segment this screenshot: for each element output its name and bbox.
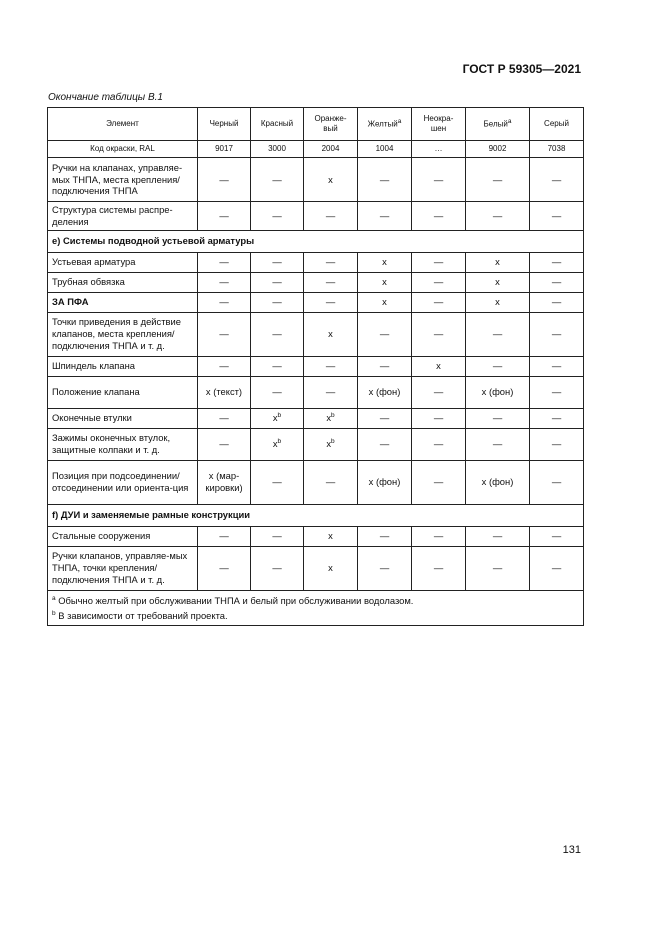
cell-text: — — [379, 209, 390, 221]
cell-text: — — [433, 296, 444, 308]
footnote-marker: b — [277, 438, 282, 446]
cell-text: — — [492, 209, 503, 221]
cell-text: х — [495, 296, 500, 308]
cell-text: — — [219, 562, 229, 574]
cell-text: х (мар-кировки) — [205, 470, 243, 493]
element-name — [48, 312, 198, 356]
cell-text: — — [433, 438, 444, 450]
color-cell — [412, 546, 466, 590]
color-cell — [358, 252, 412, 272]
cell-text: х (фон) — [368, 476, 401, 488]
cell-text: — — [272, 328, 282, 340]
color-cell — [466, 202, 530, 231]
cell-text: — — [379, 438, 390, 450]
color-cell — [358, 202, 412, 231]
element-name — [48, 428, 198, 460]
column-header — [466, 108, 530, 141]
element-name — [48, 546, 198, 590]
color-cell — [358, 356, 412, 376]
color-cell — [251, 460, 304, 504]
table-row — [48, 546, 584, 590]
cell-text: — — [492, 360, 503, 372]
color-cell — [251, 292, 304, 312]
cell-text: — — [492, 173, 503, 185]
cell-text: Оконечные втулки — [52, 412, 132, 424]
column-header — [530, 108, 584, 141]
cell-text: — — [551, 256, 562, 268]
cell-text: — — [379, 328, 390, 340]
footnote — [52, 593, 579, 608]
color-cell — [304, 252, 358, 272]
column-header-label: Серый — [544, 119, 569, 128]
color-cell — [251, 428, 304, 460]
cell-text: х — [272, 438, 278, 450]
cell-text: — — [433, 386, 444, 398]
column-header-label: Черный — [209, 119, 239, 128]
color-cell — [530, 428, 584, 460]
cell-text: — — [492, 438, 503, 450]
color-cell — [198, 292, 251, 312]
cell-text: — — [551, 476, 562, 488]
color-cell — [530, 312, 584, 356]
color-cell — [358, 408, 412, 428]
element-name — [48, 408, 198, 428]
color-cell — [358, 292, 412, 312]
ral-code-value: 7038 — [530, 141, 584, 158]
footnote-marker: a — [507, 118, 512, 126]
cell-text: — — [551, 173, 562, 185]
cell-text: х (фон) — [481, 476, 514, 488]
cell-text: — — [272, 173, 282, 185]
cell-text: х — [328, 562, 333, 574]
color-cell — [251, 202, 304, 231]
color-cell — [466, 252, 530, 272]
footnote-marker: b — [331, 438, 335, 446]
cell-text: — — [219, 256, 229, 268]
column-header — [358, 108, 412, 141]
color-cell — [466, 158, 530, 202]
color-cell — [251, 272, 304, 292]
color-cell — [304, 526, 358, 546]
column-header-label: Красный — [260, 119, 294, 128]
cell-text: — — [433, 530, 444, 542]
header-row — [48, 108, 584, 141]
color-cell — [466, 312, 530, 356]
cell-text: х — [495, 256, 500, 268]
table-row — [48, 526, 584, 546]
color-cell — [412, 312, 466, 356]
color-cell — [530, 526, 584, 546]
column-header-label: Элемент — [106, 119, 139, 128]
color-cell — [304, 408, 358, 428]
standard-code: ГОСТ Р 59305—2021 — [462, 62, 581, 76]
cell-text: — — [272, 296, 282, 308]
color-cell — [466, 292, 530, 312]
cell-text: — — [379, 530, 390, 542]
ral-code-value: 2004 — [304, 141, 358, 158]
cell-text: — — [551, 276, 562, 288]
color-cell — [358, 428, 412, 460]
cell-text: — — [272, 360, 282, 372]
color-cell — [530, 546, 584, 590]
ral-code-label: Код окраски, RAL — [48, 141, 198, 158]
ral-code-value: … — [412, 141, 466, 158]
notes-row — [48, 590, 584, 625]
cell-text: — — [272, 256, 282, 268]
color-cell — [198, 376, 251, 408]
cell-text: — — [551, 386, 562, 398]
color-cell — [466, 526, 530, 546]
cell-text: — — [551, 412, 562, 424]
cell-text: Позиция при подсоединении/ отсоединении или ориента-ция — [52, 470, 189, 493]
cell-text: — — [551, 360, 562, 372]
color-cell — [358, 158, 412, 202]
footnote — [52, 608, 579, 623]
color-cell — [530, 158, 584, 202]
column-header — [198, 108, 251, 141]
color-cell — [198, 546, 251, 590]
table-row — [48, 312, 584, 356]
color-cell — [412, 356, 466, 376]
color-cell — [304, 460, 358, 504]
color-cell — [304, 272, 358, 292]
cell-text: ЗА ПФА — [52, 296, 89, 308]
cell-text: — — [551, 530, 562, 542]
table-row — [48, 460, 584, 504]
color-cell — [412, 202, 466, 231]
cell-text: — — [272, 530, 282, 542]
notes-cell — [48, 590, 584, 625]
table-row — [48, 252, 584, 272]
cell-text: — — [433, 173, 444, 185]
cell-text: — — [492, 412, 503, 424]
table-row — [48, 158, 584, 202]
cell-text: — — [492, 530, 503, 542]
element-name — [48, 252, 198, 272]
cell-text: х — [328, 328, 333, 340]
color-cell — [251, 546, 304, 590]
cell-text: — — [551, 562, 562, 574]
table-row — [48, 202, 584, 231]
color-cell — [251, 408, 304, 428]
cell-text: — — [433, 209, 444, 221]
cell-text: х — [382, 296, 387, 308]
color-cell — [530, 252, 584, 272]
color-cell — [198, 356, 251, 376]
cell-text: х — [328, 530, 333, 542]
cell-text: х — [382, 276, 387, 288]
cell-text: х — [495, 276, 500, 288]
section-heading: е) Системы подводной устьевой арматуры — [48, 230, 584, 252]
cell-text: — — [272, 562, 282, 574]
cell-text: — — [325, 276, 336, 288]
section-row — [48, 230, 584, 252]
cell-text: — — [219, 296, 229, 308]
color-cell — [198, 272, 251, 292]
cell-text: — — [551, 328, 562, 340]
cell-text: х — [326, 438, 332, 450]
color-cell — [251, 158, 304, 202]
color-cell — [198, 158, 251, 202]
column-header-label: Неокра-шен — [423, 114, 454, 133]
color-cell — [304, 356, 358, 376]
footnote-marker: b — [52, 609, 56, 617]
column-header-label: Белый — [483, 119, 508, 129]
color-cell — [530, 356, 584, 376]
color-cell — [198, 312, 251, 356]
cell-text: Положение клапана — [52, 386, 140, 398]
cell-text: — — [433, 476, 444, 488]
cell-text: — — [272, 476, 282, 488]
cell-text: х — [326, 412, 332, 424]
color-cell — [251, 252, 304, 272]
element-name — [48, 526, 198, 546]
color-cell — [304, 546, 358, 590]
footnote-marker: a — [397, 118, 402, 126]
color-cell — [466, 428, 530, 460]
color-cell — [304, 292, 358, 312]
cell-text: — — [325, 386, 336, 398]
color-cell — [466, 356, 530, 376]
column-header — [251, 108, 304, 141]
cell-text: Устьевая арматура — [52, 256, 136, 268]
color-cell — [358, 312, 412, 356]
color-cell — [304, 312, 358, 356]
cell-text: — — [379, 562, 390, 574]
color-cell — [198, 428, 251, 460]
color-cell — [412, 252, 466, 272]
cell-text: Стальные сооружения — [52, 530, 151, 542]
element-name — [48, 158, 198, 202]
cell-text: х (фон) — [481, 386, 514, 398]
cell-text: — — [551, 296, 562, 308]
color-cell — [251, 526, 304, 546]
color-cell — [466, 546, 530, 590]
color-cell — [358, 376, 412, 408]
color-cell — [412, 526, 466, 546]
color-cell — [251, 312, 304, 356]
cell-text: х (текст) — [205, 386, 243, 398]
element-name — [48, 202, 198, 231]
color-cell — [198, 252, 251, 272]
cell-text: — — [272, 386, 282, 398]
color-cell — [251, 376, 304, 408]
cell-text: — — [219, 209, 229, 221]
cell-text: Ручки клапанов, управляе-мых ТНПА, точки крепления/ подключения ТНПА и т. д. — [52, 550, 188, 585]
cell-text: — — [325, 296, 336, 308]
color-cell — [358, 526, 412, 546]
cell-text: — — [433, 328, 444, 340]
footnote-text: В зависимости от требований проекта. — [58, 609, 228, 621]
color-cell — [412, 292, 466, 312]
color-cell — [412, 272, 466, 292]
cell-text: — — [492, 562, 503, 574]
cell-text: х — [436, 360, 441, 372]
cell-text: — — [379, 412, 390, 424]
table-caption: Окончание таблицы В.1 — [48, 92, 163, 103]
color-cell — [198, 526, 251, 546]
color-cell — [412, 376, 466, 408]
column-header-label: Желтый — [367, 119, 398, 129]
color-cell — [466, 460, 530, 504]
cell-text: — — [433, 256, 444, 268]
cell-text: — — [433, 562, 444, 574]
color-cell — [412, 428, 466, 460]
cell-text: — — [325, 360, 336, 372]
cell-text: — — [492, 328, 503, 340]
footnote-marker: a — [52, 594, 56, 602]
cell-text: — — [272, 276, 282, 288]
cell-text: — — [219, 412, 229, 424]
cell-text: — — [379, 360, 390, 372]
cell-text: — — [433, 412, 444, 424]
element-name — [48, 460, 198, 504]
table-row — [48, 408, 584, 428]
color-cell — [358, 546, 412, 590]
cell-text: Структура системы распре-деления — [52, 204, 173, 227]
color-cell — [304, 376, 358, 408]
cell-text: х (фон) — [368, 386, 401, 398]
color-cell — [466, 408, 530, 428]
cell-text: — — [219, 276, 229, 288]
color-cell — [198, 460, 251, 504]
cell-text: — — [433, 276, 444, 288]
section-row — [48, 504, 584, 526]
color-cell — [251, 356, 304, 376]
table-row — [48, 272, 584, 292]
cell-text: Ручки на клапанах, управляе-мых ТНПА, места крепления/ подключения ТНПА — [52, 161, 183, 197]
column-header — [48, 108, 198, 141]
column-header — [304, 108, 358, 141]
cell-text: Шпиндель клапана — [52, 360, 135, 372]
color-coding-table — [47, 107, 584, 626]
cell-text: Зажимы оконечных втулок, защитные колпаки и т. д. — [52, 432, 171, 455]
color-cell — [466, 376, 530, 408]
element-name — [48, 292, 198, 312]
section-heading: f) ДУИ и заменяемые рамные конструкции — [48, 504, 584, 526]
cell-text: — — [551, 438, 562, 450]
cell-text: — — [551, 209, 562, 221]
color-cell — [304, 428, 358, 460]
footnote-text: Обычно желтый при обслуживании ТНПА и белый при обслуживании водолазом. — [58, 594, 414, 606]
color-cell — [412, 408, 466, 428]
cell-text: х — [272, 412, 278, 424]
color-cell — [198, 408, 251, 428]
page-number: 131 — [562, 844, 581, 856]
color-cell — [304, 202, 358, 231]
table-row — [48, 376, 584, 408]
element-name — [48, 272, 198, 292]
color-cell — [198, 202, 251, 231]
color-cell — [530, 460, 584, 504]
color-cell — [530, 292, 584, 312]
color-cell — [304, 158, 358, 202]
ral-code-row — [48, 141, 584, 158]
ral-code-value: 9002 — [466, 141, 530, 158]
table-row — [48, 428, 584, 460]
element-name — [48, 376, 198, 408]
cell-text: Трубная обвязка — [52, 276, 125, 288]
ral-code-value: 1004 — [358, 141, 412, 158]
color-cell — [530, 202, 584, 231]
cell-text: — — [272, 209, 282, 221]
cell-text: — — [219, 530, 229, 542]
color-cell — [412, 460, 466, 504]
footnote-marker: b — [331, 412, 335, 420]
cell-text: — — [219, 173, 229, 185]
color-cell — [530, 376, 584, 408]
color-cell — [358, 460, 412, 504]
color-cell — [466, 272, 530, 292]
column-header-label: Оранже-вый — [314, 114, 347, 133]
cell-text: — — [219, 328, 229, 340]
cell-text: — — [379, 173, 390, 185]
ral-code-value: 9017 — [198, 141, 251, 158]
cell-text: х — [328, 173, 333, 185]
cell-text: х — [382, 256, 387, 268]
color-cell — [530, 408, 584, 428]
ral-code-value: 3000 — [251, 141, 304, 158]
footnote-marker: b — [277, 412, 282, 420]
color-cell — [412, 158, 466, 202]
cell-text: — — [219, 360, 229, 372]
color-cell — [358, 272, 412, 292]
table-row — [48, 292, 584, 312]
cell-text: — — [325, 256, 336, 268]
cell-text: — — [219, 438, 229, 450]
table-row — [48, 356, 584, 376]
element-name — [48, 356, 198, 376]
cell-text: Точки приведения в действие клапанов, места крепления/ подключения ТНПА и т. д. — [52, 316, 181, 351]
cell-text: — — [325, 209, 336, 221]
cell-text: — — [325, 476, 336, 488]
color-cell — [530, 272, 584, 292]
column-header — [412, 108, 466, 141]
